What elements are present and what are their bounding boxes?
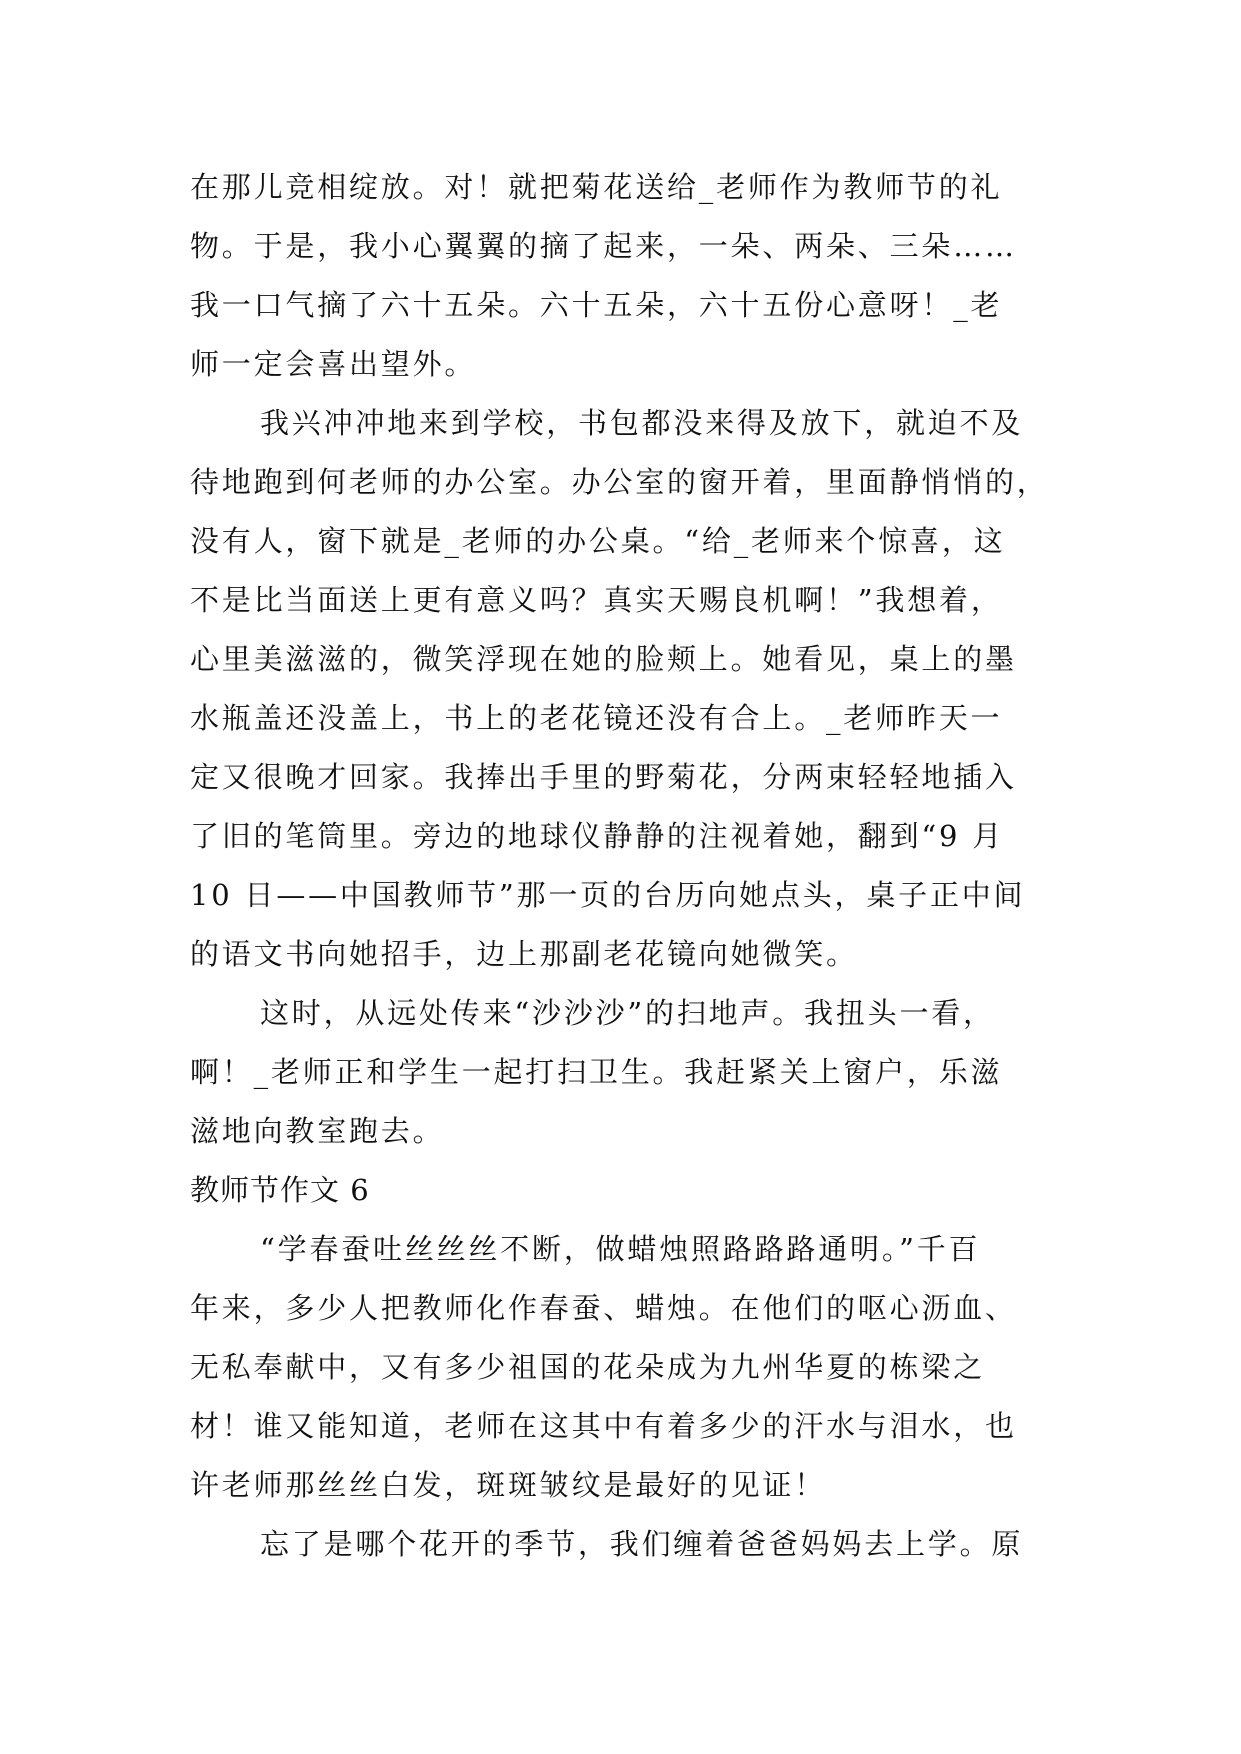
paragraph-line: 的语文书向她招手，边上那副老花镜向她微笑。 (190, 937, 858, 971)
paragraph-line: 材！谁又能知道，老师在这其中有着多少的汗水与泪水，也 (190, 1409, 1017, 1443)
paragraph-line: 忘了是哪个花开的季节，我们缠着爸爸妈妈去上学。原 (260, 1527, 1024, 1561)
paragraph-line: 水瓶盖还没盖上，书上的老花镜还没有合上。_老师昨天一 (190, 701, 1003, 735)
paragraph-line: 滋地向教室跑去。 (190, 1114, 445, 1148)
paragraph-line: 在那儿竞相绽放。对！就把菊花送给_老师作为教师节的礼 (190, 170, 1003, 204)
paragraph-line: 师一定会喜出望外。 (190, 347, 477, 381)
paragraph-line: 我一口气摘了六十五朵。六十五朵，六十五份心意呀！_老 (190, 288, 1003, 322)
paragraph-line: 待地跑到何老师的办公室。办公室的窗开着，里面静悄悄的， (190, 465, 1049, 499)
paragraph-line: 物。于是，我小心翼翼的摘了起来，一朵、两朵、三朵…… (190, 229, 1017, 263)
document-body (190, 158, 1060, 1574)
section-heading: 教师节作文 6 (190, 1173, 370, 1207)
paragraph-line: 不是比当面送上更有意义吗？真实天赐良机啊！”我想着， (190, 583, 1003, 617)
paragraph-line: 年来，多少人把教师化作春蚕、蜡烛。在他们的呕心沥血、 (190, 1291, 1017, 1325)
paragraph-line: 许老师那丝丝白发，斑斑皱纹是最好的见证！ (190, 1468, 827, 1502)
paragraph-line: “学春蚕吐丝丝丝不断，做蜡烛照路路路通明。”千百 (260, 1232, 981, 1266)
paragraph-line: 没有人，窗下就是_老师的办公桌。“给_老师来个惊喜，这 (190, 524, 1006, 558)
paragraph-line: 啊！_老师正和学生一起打扫卫生。我赶紧关上窗户，乐滋 (190, 1055, 1003, 1089)
paragraph-line: 这时，从远处传来“沙沙沙”的扫地声。我扭头一看， (260, 996, 995, 1030)
paragraph-line: 无私奉献中，又有多少祖国的花朵成为九州华夏的栋梁之 (190, 1350, 986, 1384)
paragraph-line: 了旧的笔筒里。旁边的地球仪静静的注视着她，翻到“9 月 (190, 819, 1005, 853)
paragraph-line: 心里美滋滋的，微笑浮现在她的脸颊上。她看见，桌上的墨 (190, 642, 1017, 676)
paragraph-line: 10 日——中国教师节”那一页的台历向她点头，桌子正中间 (190, 878, 1026, 912)
paragraph-line: 定又很晚才回家。我捧出手里的野菊花，分两束轻轻地插入 (190, 760, 1017, 794)
paragraph-line: 我兴冲冲地来到学校，书包都没来得及放下，就迫不及 (260, 406, 1024, 440)
